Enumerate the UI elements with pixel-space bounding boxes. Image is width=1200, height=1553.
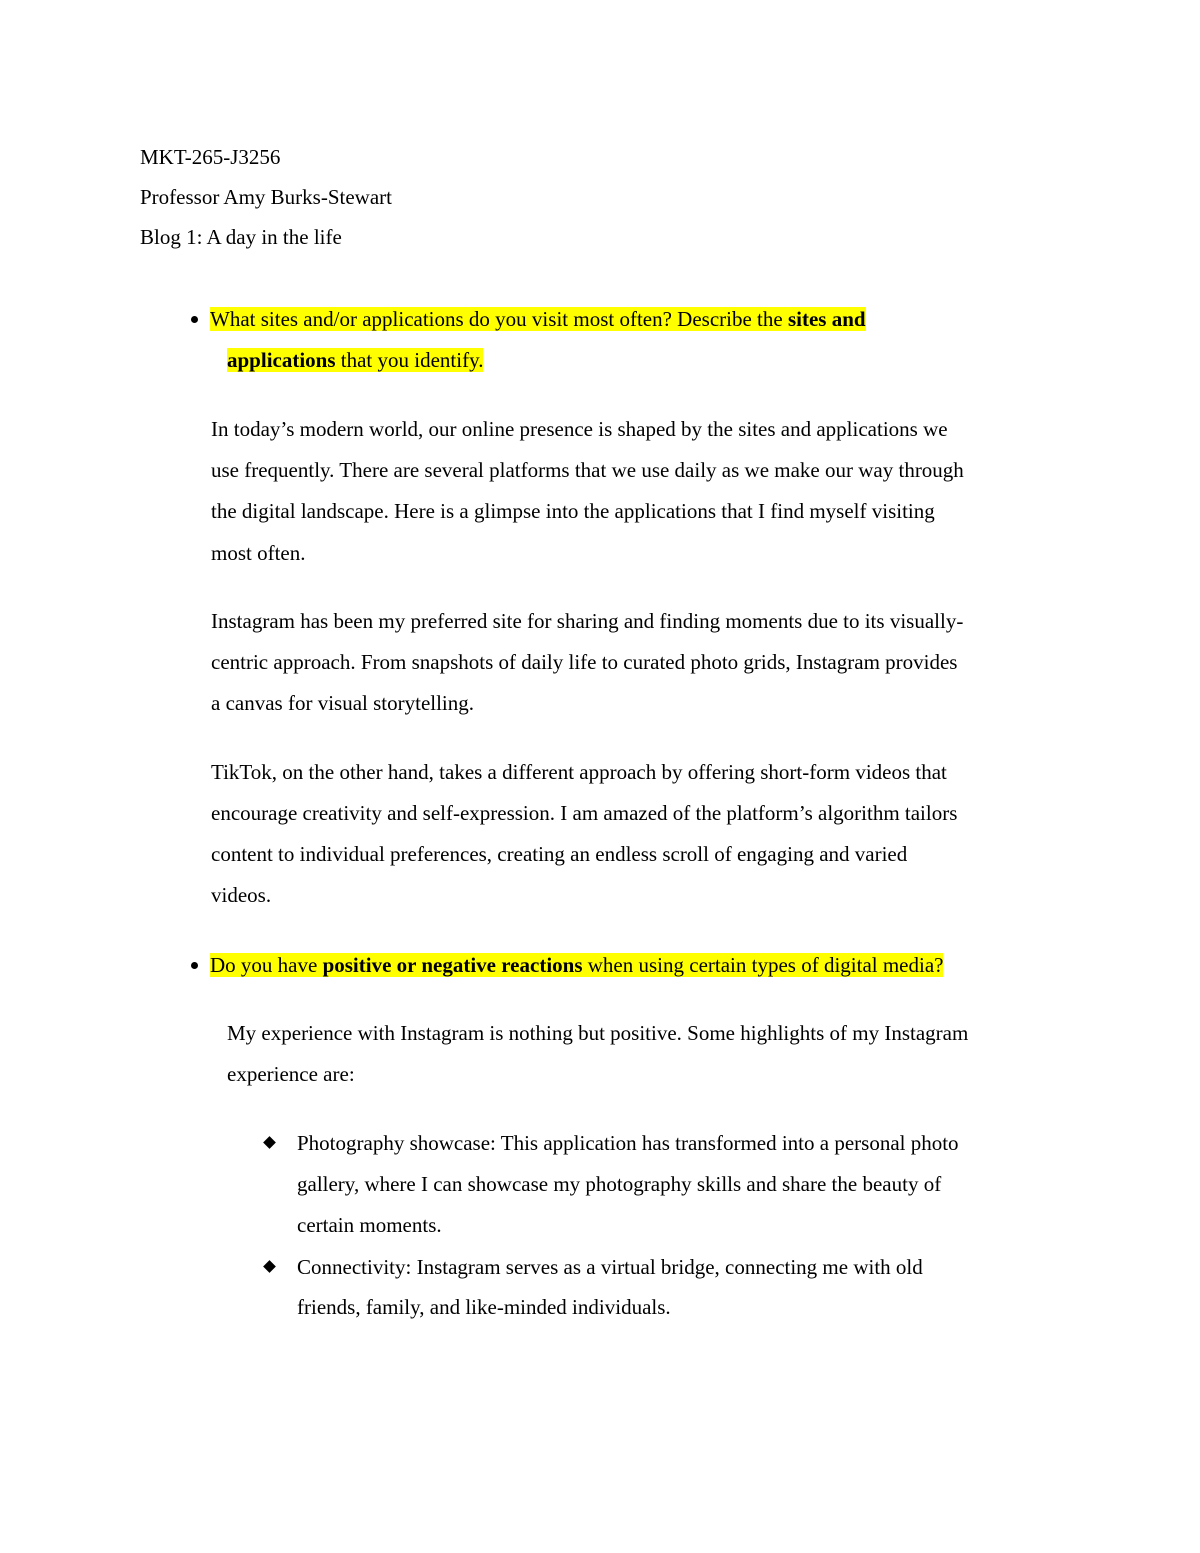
question-2 bbox=[210, 950, 943, 980]
instagram-line: a canvas for visual storytelling. bbox=[211, 691, 475, 715]
blog-title: Blog 1: A day in the life bbox=[140, 225, 342, 249]
question-1-emphasis: sites and bbox=[787, 307, 866, 331]
tiktok-line: content to individual preferences, creating an endless scroll of engaging and varied bbox=[211, 842, 908, 866]
question-2-text: Do you have bbox=[210, 953, 323, 977]
tiktok-line: videos. bbox=[211, 883, 272, 907]
course-code: MKT-265-J3256 bbox=[140, 145, 281, 169]
intro-line: most often. bbox=[211, 541, 306, 565]
question-1-line-2 bbox=[227, 345, 483, 375]
tiktok-line: TikTok, on the other hand, takes a different approach by offering short-form videos that bbox=[211, 760, 947, 784]
highlight-1-line: certain moments. bbox=[297, 1213, 442, 1237]
question-1-text: What sites and/or applications do you visit most often? Describe the bbox=[210, 307, 788, 331]
bullet-dot-icon bbox=[191, 316, 198, 323]
question-1-line-1 bbox=[210, 304, 866, 334]
highlight-2-line: friends, family, and like-minded individuals. bbox=[297, 1295, 671, 1319]
question-2-text-end: when using certain types of digital media? bbox=[582, 953, 944, 977]
experience-line: experience are: bbox=[227, 1062, 355, 1086]
intro-line: use frequently. There are several platforms that we use daily as we make our way through bbox=[211, 458, 964, 482]
tiktok-line: encourage creativity and self-expression. I am amazed of the platform’s algorithm tailors bbox=[211, 801, 958, 825]
highlight-1-line: gallery, where I can showcase my photography skills and share the beauty of bbox=[297, 1172, 942, 1196]
instagram-line: Instagram has been my preferred site for sharing and finding moments due to its visually- bbox=[211, 609, 964, 633]
diamond-bullet-icon bbox=[263, 1136, 276, 1149]
question-1-emphasis-cont: applications bbox=[227, 348, 336, 372]
question-2-emphasis: positive or negative reactions bbox=[322, 953, 583, 977]
intro-line: In today’s modern world, our online presence is shaped by the sites and applications we bbox=[211, 417, 948, 441]
diamond-bullet-icon bbox=[263, 1260, 276, 1273]
bullet-dot-icon bbox=[191, 962, 198, 969]
intro-line: the digital landscape. Here is a glimpse into the applications that I find myself visiting bbox=[211, 499, 935, 523]
professor-name: Professor Amy Burks-Stewart bbox=[140, 185, 392, 209]
instagram-line: centric approach. From snapshots of daily life to curated photo grids, Instagram provides bbox=[211, 650, 958, 674]
question-1-text-cont: that you identify. bbox=[335, 348, 484, 372]
experience-line: My experience with Instagram is nothing but positive. Some highlights of my Instagram bbox=[227, 1021, 969, 1045]
highlight-1-line: Photography showcase: This application has transformed into a personal photo bbox=[297, 1131, 959, 1155]
highlight-2-line: Connectivity: Instagram serves as a virtual bridge, connecting me with old bbox=[297, 1255, 923, 1279]
